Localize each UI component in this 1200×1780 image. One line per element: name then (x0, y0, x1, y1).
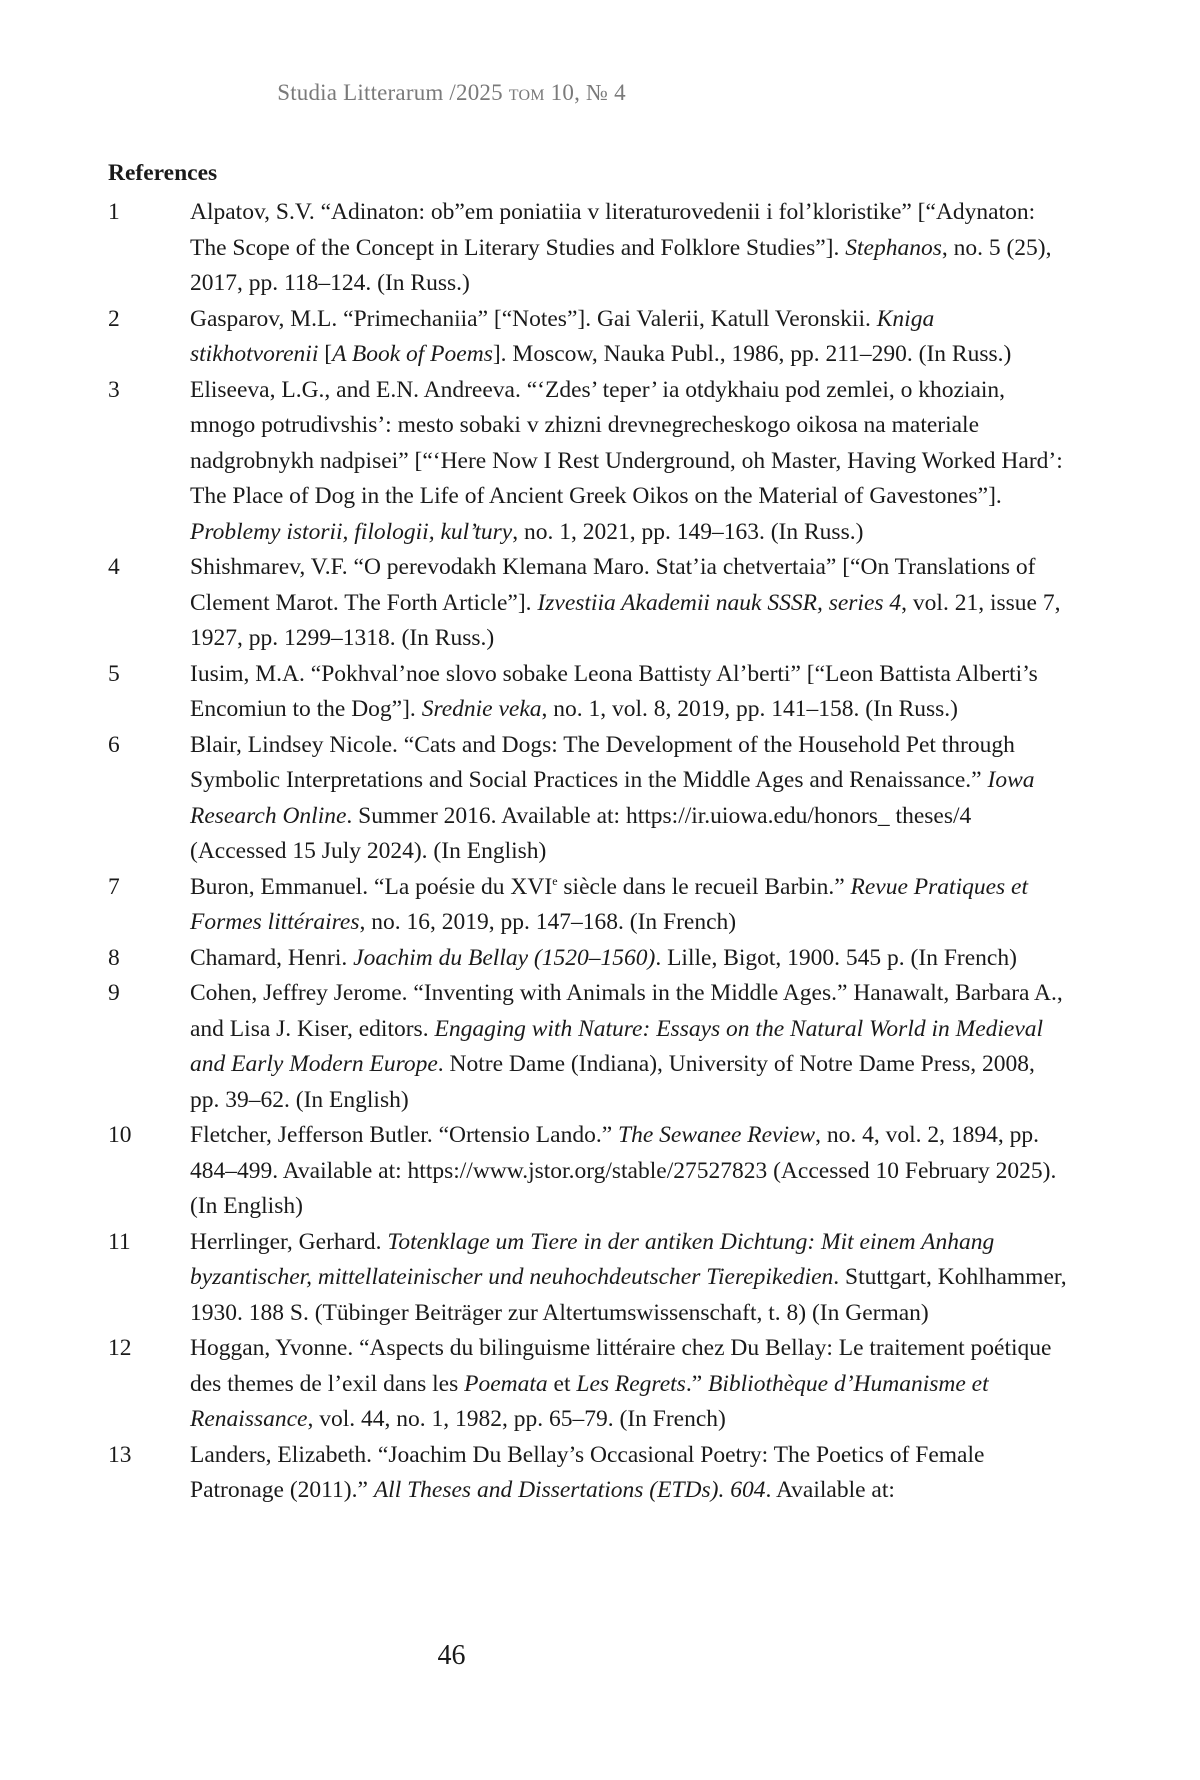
reference-item (108, 373, 1068, 551)
reference-number: 5 (108, 660, 120, 687)
reference-number: 7 (108, 873, 120, 900)
reference-item (108, 941, 1068, 977)
reference-title-italic: Srednie veka (421, 696, 542, 722)
reference-text-run: Buron, Emmanuel. “La poésie du XVI (190, 873, 553, 900)
reference-text-run: ]. Moscow, Nauka Publ., 1986, pp. 211–290. (In Russ.) (492, 341, 1012, 367)
reference-text-run: Herrlinger, Gerhard. (190, 1228, 388, 1255)
reference-text-run: Eliseeva, L.G., and E.N. Andreeva. “‘Zdes’ teper’ ia otdykhaiu pod zemlei, o khoziain, mnogo potrudivshis’: mesto sobaki v zhizni drevnegrecheskogo oikosa na materiale nadgrobnykh nadpisei” [“‘Here Now I Rest Underground, oh Master, Having Worked Hard’: The Place of Dog in the Life of Ancient Greek Oikos on the Material of Gavestones”]. (190, 376, 1063, 509)
reference-text (190, 657, 1068, 728)
reference-title-italic: Bibliothèque d’Humanisme et Renaissance (190, 1370, 989, 1432)
reference-text-run: , no. 1, vol. 8, 2019, pp. 141–158. (In Russ.) (541, 696, 959, 722)
reference-text-run: . Notre Dame (Indiana), University of Notre Dame Press, 2008, pp. 39–62. (In English) (190, 1051, 1035, 1113)
reference-title-italic: Stephanos (845, 234, 942, 261)
reference-text-run: Chamard, Henri. (190, 944, 354, 971)
journal-name: Studia Litterarum /2025 (277, 80, 509, 105)
reference-title-italic: A Book of Poems (332, 341, 493, 367)
reference-item (108, 1331, 1068, 1438)
reference-item (108, 1118, 1068, 1225)
reference-title-italic: Revue Pratiques et Formes littéraires (190, 873, 1029, 935)
reference-number: 10 (108, 1122, 132, 1148)
reference-text-run: et (547, 1370, 577, 1397)
reference-item (108, 870, 1068, 941)
reference-item (108, 550, 1068, 657)
page-number: 46 (437, 1640, 466, 1671)
reference-title-italic: Joachim du Bellay (1520–1560) (353, 944, 656, 971)
reference-text-run: . Available at: (765, 1477, 895, 1503)
reference-number: 3 (108, 376, 120, 403)
reference-title-italic: Kniga stikhotvorenii (190, 305, 935, 367)
reference-text (190, 1331, 1068, 1438)
reference-number: 4 (108, 554, 120, 580)
reference-title-italic: Izvestiia Akademii nauk SSSR, series 4 (537, 589, 902, 616)
reference-text (190, 941, 1068, 977)
reference-item (108, 1438, 1068, 1509)
reference-text-run: Gasparov, M.L. “Primechaniia” [“Notes”]. Gai Valerii, Katull Veronskii. (190, 305, 877, 332)
reference-text-run: Fletcher, Jefferson Butler. “Ortensio Lando.” (190, 1122, 619, 1148)
reference-title-italic: All Theses and Dissertations (ETDs). 604 (373, 1477, 766, 1503)
reference-text-run: , no. 4, vol. 2, 1894, pp. 484–499. Available at: https://www.jstor.org/stable/27527823 (Accessed 10 February 2025). (In English) (190, 1122, 1057, 1219)
reference-number: 11 (108, 1228, 131, 1255)
reference-text-run: [ (318, 341, 333, 367)
reference-title-italic: The Sewanee Review (618, 1122, 816, 1148)
reference-text (190, 1225, 1068, 1332)
reference-text-run: siècle dans le recueil Barbin.” (557, 873, 851, 900)
reference-item (108, 976, 1068, 1118)
reference-item (108, 728, 1068, 870)
reference-text-run: “Adynaton: The Scope of the Concept in Literary Studies and Folklore Studies”]. (190, 199, 1036, 261)
reference-number: 2 (108, 305, 120, 332)
references-section (108, 158, 1068, 1509)
reference-number: 9 (108, 980, 120, 1006)
reference-item (108, 1225, 1068, 1332)
reference-text (190, 373, 1068, 551)
reference-text-run: e (552, 873, 558, 888)
reference-text-run: .” (685, 1370, 708, 1397)
reference-title-italic: Problemy istorii, filologii, kul’tury (190, 518, 513, 545)
reference-text-run: Cohen, Jeffrey Jerome. “Inventing with Animals in the Middle Ages.” Hanawalt, Barbara A., and Lisa J. Kiser, editors. (190, 980, 1063, 1042)
reference-text-run: . Summer 2016. Available at: https://ir.uiowa.edu/honors_ theses/4 (Accessed 15 July 2024). (In English) (190, 802, 972, 864)
reference-text-run: , vol. 21, issue 7, 1927, pp. 1299–1318. (In Russ.) (190, 589, 1061, 651)
reference-text-run: Landers, Elizabeth. “Joachim Du Bellay’s Occasional Poetry: The Poetics of Female Patronage (2011).” (190, 1441, 985, 1503)
reference-text (190, 550, 1068, 657)
reference-text (190, 728, 1068, 870)
reference-item (108, 657, 1068, 728)
reference-number: 13 (108, 1441, 132, 1468)
reference-number: 6 (108, 731, 120, 758)
reference-text-run: , no. 5 (25), 2017, pp. 118–124. (In Russ.) (190, 234, 1052, 296)
reference-title-italic: Iowa Research Online (190, 767, 1035, 829)
reference-text (190, 195, 1068, 302)
issue-label: 10, № 4 (544, 80, 626, 105)
reference-text-run: Iusim, M.A. “Pokhval’noe slovo sobake Leona Battisty Al’berti” [“Leon Battista Alberti’s Encomiun to the Dog”]. (190, 660, 1038, 722)
reference-text-run: Hoggan, Yvonne. “Aspects du bilinguisme littéraire chez Du Bellay: Le traitement poétique des themes de l’exil dans les (190, 1335, 1052, 1397)
reference-text (190, 302, 1068, 373)
reference-text (190, 870, 1068, 941)
reference-title-italic: Poemata (464, 1370, 548, 1397)
reference-number: 1 (108, 199, 120, 225)
reference-number: 12 (108, 1335, 132, 1361)
reference-text (190, 1118, 1068, 1225)
running-header (0, 80, 903, 106)
reference-text (190, 976, 1068, 1118)
reference-text-run: , vol. 44, no. 1, 1982, pp. 65–79. (In French) (307, 1406, 726, 1432)
reference-text-run: , no. 1, 2021, pp. 149–163. (In Russ.) (512, 518, 864, 545)
references-title: References (108, 160, 218, 186)
reference-text-run: . Lille, Bigot, 1900. 545 p. (In French) (655, 944, 1017, 971)
reference-item (108, 195, 1068, 302)
reference-text-run: Blair, Lindsey Nicole. “Cats and Dogs: The Development of the Household Pet through Symbolic Interpretations and Social Practices in the Middle Ages and Renaissance.” (190, 731, 1015, 793)
reference-title-italic: Totenklage um Tiere in der antiken Dichtung: Mit einem Anhang byzantischer, mittellateinischer und neuhochdeutscher Tierepikedien (190, 1228, 995, 1290)
reference-text-run: , no. 16, 2019, pp. 147–168. (In French) (359, 909, 737, 935)
reference-text-run: Alpatov, S.V. “Adinaton: ob”em poniatiia v literaturovedenii i fol’kloristike” [ (190, 199, 926, 225)
reference-text-run: Shishmarev, V.F. “O perevodakh Klemana Maro. Stat’ia chetvertaia” [“On Translations of Clement Marot. The Forth Article”]. (190, 554, 1036, 616)
volume-label: том (508, 80, 545, 105)
reference-title-italic: Engaging with Nature: Essays on the Natural World in Medieval and Early Modern Europe (190, 1015, 1044, 1077)
reference-item (108, 302, 1068, 373)
reference-title-italic: Les Regrets (576, 1370, 686, 1397)
reference-list (108, 195, 1068, 1509)
reference-text-run: . Stuttgart, Kohlhammer, 1930. 188 S. (Tübinger Beiträger zur Altertumswissenschaft, t. 8) (In German) (190, 1264, 1067, 1326)
reference-text (190, 1438, 1068, 1509)
reference-number: 8 (108, 944, 120, 971)
